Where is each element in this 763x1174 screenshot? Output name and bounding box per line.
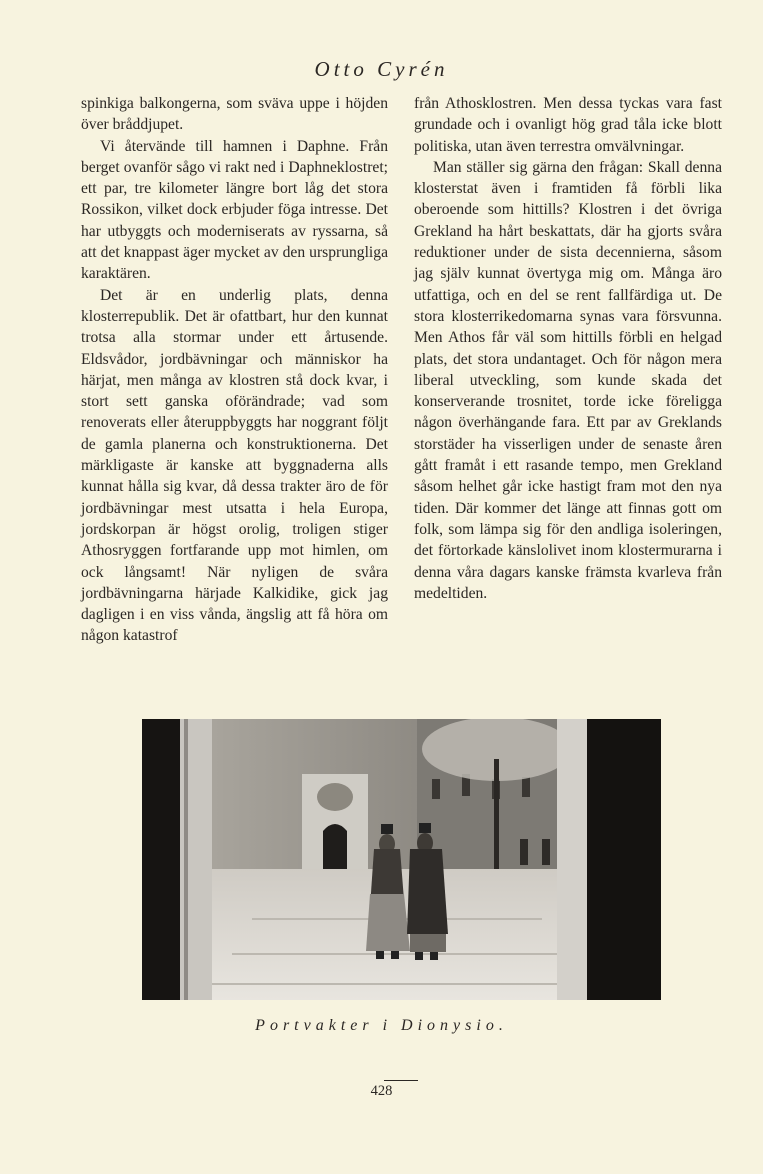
paragraph: Man ställer sig gärna den frågan: Skall denna klosterstat även i framtiden få förbli lika oberoende som hittills? Klostren i det övriga Grekland ha hårt beskattats, där ha gjorts svåra reduktioner under de sista decennierna, såsom jag själv kunnat övertyga mig om. Många äro utfattiga, och en del se rent fallfärdiga ut. De stora klosterrikedomarna synas vara försvunna. Men Athos får väl som hittills förbli en helgad plats, det stora undantaget. Och för någon mera liberal utveckling, som kunde skada det konserverande trosnitet, torde icke föreligga någon överhängande fara. Ett par av Greklands storstäder ha visserligen under de senaste åren gått framåt i ett rasande tempo, men Grekland såsom helhet går icke hastigt fram mot den nya tiden. Där kommer det länge att finnas gott om folk, som lämpa sig för den andliga isoleringen, det förtorkade känslolivet inom klostermurarna i denna våra dagars kanske främsta kvarleva från medeltiden. [414, 158, 722, 602]
left-column [81, 93, 388, 647]
page-number: 428 [370, 1083, 393, 1099]
paragraph: från Athosklostren. Men dessa tyckas vara fast grundade och i ovanligt hög grad tåla icke blott politiska, utan även terrestra omvälvningar. [414, 95, 722, 155]
monastery-gate-photo [142, 719, 661, 1000]
paragraph: Det är en underlig plats, denna klosterrepublik. Det är ofattbart, hur den kunnat trotsa alla stormar under ett årtusende. Eldsvådor, jordbävningar och människor ha härjat, men många av klostren stå dock kvar, i stort sett ganska oförändrade; vad som renoverats eller återuppbyggts har noggrant följt de gamla planerna och konstruktionerna. Det märkligaste är kanske att byggnaderna alls kunnat hålla sig kvar, då dessa trakter äro de för jordbävningar mest utsatta i hela Europa, jordskorpan är högst orolig, troligen stiger Athosryggen fortfarande upp mot himlen, om ock långsamt! När nyligen de svåra jordbävningarna härjade Kalkidike, gick jag dagligen i en viss vånda, ängslig att få höra om någon katastrof [81, 286, 388, 645]
folio-rule [384, 1080, 418, 1081]
right-column [414, 93, 722, 604]
paragraph: spinkiga balkongerna, som sväva uppe i höjden över bråddjupet. [81, 95, 388, 134]
paragraph: Vi återvände till hamnen i Daphne. Från berget ovanför sågo vi rakt ned i Daphneklostret; ett par, tre kilometer längre bort låg det stora Rossikon, vilket dock erbjuder föga intresse. Det har utbyggts och moderniserats av ryssarna, så att det knappast äger mycket av den ursprungliga karaktären. [81, 137, 388, 283]
figure-caption: Portvakter i Dionysio. [255, 1017, 508, 1034]
running-head: Otto Cyrén [314, 57, 449, 81]
